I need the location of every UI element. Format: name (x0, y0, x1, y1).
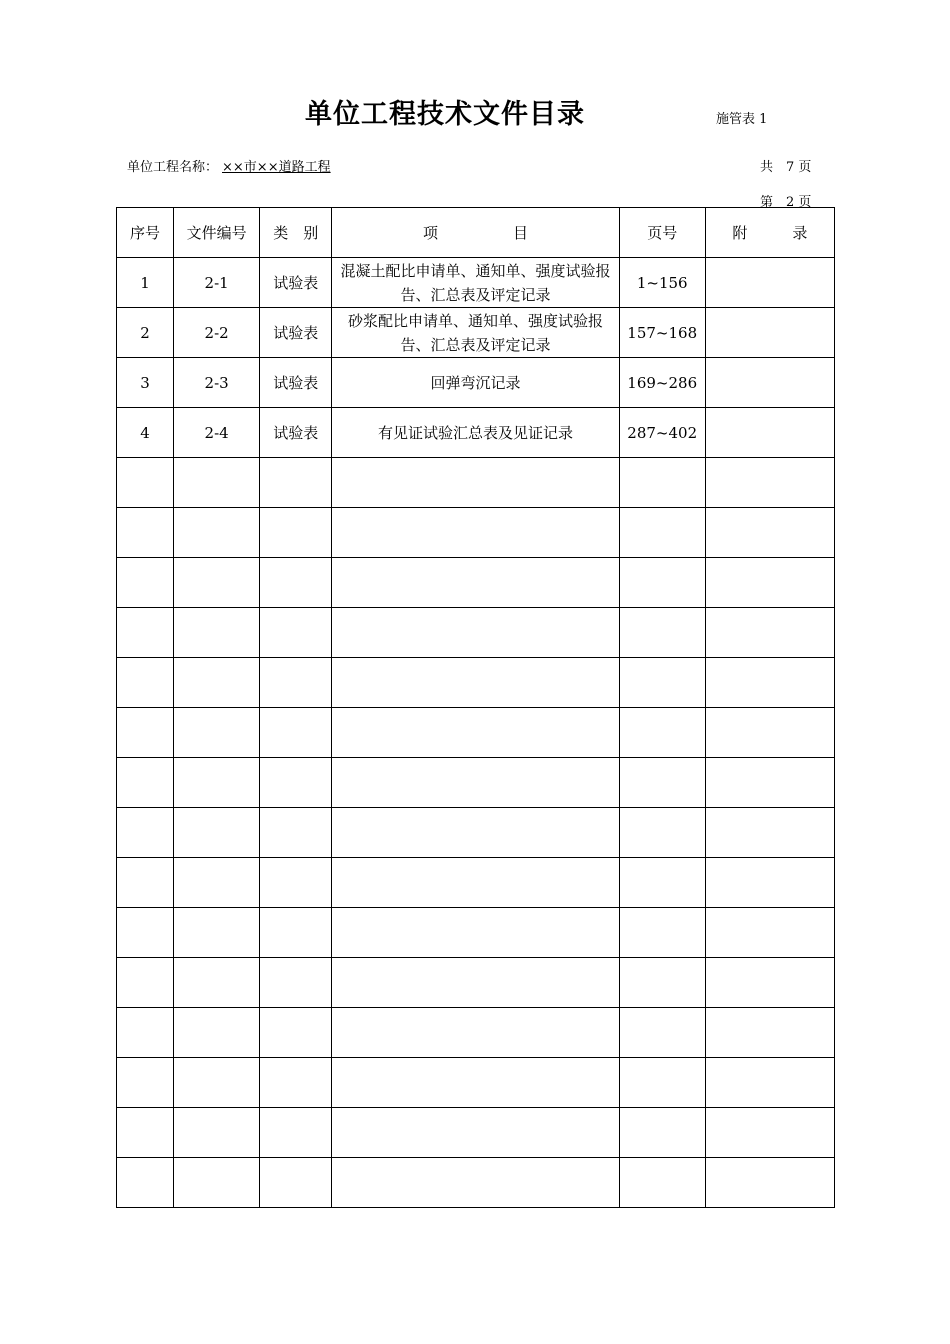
cell-page-number (619, 908, 705, 958)
column-header-category: 类 别 (260, 208, 332, 258)
cell-category (260, 958, 332, 1008)
table-row (117, 858, 835, 908)
cell-serial: 1 (117, 258, 174, 308)
cell-category (260, 758, 332, 808)
cell-serial (117, 758, 174, 808)
cell-appendix (705, 258, 834, 308)
cell-category (260, 1058, 332, 1108)
table-body (117, 258, 835, 1208)
cell-item (332, 958, 619, 1008)
cell-item (332, 1058, 619, 1108)
table-header-row (117, 208, 835, 258)
cell-category (260, 658, 332, 708)
cell-category: 试验表 (260, 408, 332, 458)
cell-page-number: 1~156 (619, 258, 705, 308)
cell-page-number (619, 758, 705, 808)
table-row (117, 458, 835, 508)
cell-file-number: 2-3 (174, 358, 260, 408)
cell-category (260, 458, 332, 508)
cell-serial (117, 458, 174, 508)
cell-appendix (705, 1058, 834, 1108)
total-pages: 共 7 页 (760, 160, 812, 175)
cell-serial (117, 1108, 174, 1158)
file-catalog-table (116, 207, 835, 1208)
cell-page-number (619, 1058, 705, 1108)
cell-item (332, 1008, 619, 1058)
cell-file-number: 2-2 (174, 308, 260, 358)
cell-item (332, 758, 619, 808)
cell-page-number (619, 808, 705, 858)
table-row (117, 1058, 835, 1108)
cell-item (332, 658, 619, 708)
cell-appendix (705, 658, 834, 708)
column-header-serial: 序号 (117, 208, 174, 258)
cell-appendix (705, 358, 834, 408)
table-row (117, 758, 835, 808)
table-row (117, 1158, 835, 1208)
cell-serial (117, 658, 174, 708)
cell-page-number (619, 958, 705, 1008)
page-title: 单位工程技术文件目录 (305, 99, 585, 130)
cell-category (260, 708, 332, 758)
cell-category (260, 508, 332, 558)
table-row (117, 658, 835, 708)
cell-appendix (705, 708, 834, 758)
cell-page-number (619, 658, 705, 708)
cell-appendix (705, 908, 834, 958)
cell-page-number (619, 458, 705, 508)
cell-serial: 4 (117, 408, 174, 458)
cell-serial (117, 1008, 174, 1058)
cell-serial (117, 1058, 174, 1108)
cell-file-number (174, 608, 260, 658)
cell-serial (117, 608, 174, 658)
column-header-item: 项 目 (332, 208, 619, 258)
cell-category (260, 1108, 332, 1158)
table-row (117, 508, 835, 558)
cell-serial (117, 508, 174, 558)
cell-serial (117, 808, 174, 858)
cell-category: 试验表 (260, 308, 332, 358)
cell-file-number (174, 808, 260, 858)
cell-item: 有见证试验汇总表及见证记录 (332, 408, 619, 458)
cell-item (332, 908, 619, 958)
cell-appendix (705, 1158, 834, 1208)
cell-serial (117, 858, 174, 908)
table-row (117, 708, 835, 758)
cell-appendix (705, 1108, 834, 1158)
cell-serial (117, 558, 174, 608)
column-header-appendix: 附 录 (705, 208, 834, 258)
project-name-value: ××市××道路工程 (222, 160, 331, 175)
cell-category (260, 608, 332, 658)
cell-serial (117, 708, 174, 758)
cell-appendix (705, 408, 834, 458)
cell-file-number (174, 958, 260, 1008)
table-row (117, 958, 835, 1008)
cell-category: 试验表 (260, 258, 332, 308)
cell-appendix (705, 958, 834, 1008)
cell-page-number: 287~402 (619, 408, 705, 458)
table-row (117, 258, 835, 308)
table-row (117, 1108, 835, 1158)
cell-file-number (174, 908, 260, 958)
table-row (117, 308, 835, 358)
cell-serial (117, 958, 174, 1008)
current-page: 第 2 页 (760, 195, 812, 210)
cell-appendix (705, 758, 834, 808)
cell-item (332, 858, 619, 908)
cell-file-number (174, 1158, 260, 1208)
cell-page-number (619, 508, 705, 558)
cell-item: 回弹弯沉记录 (332, 358, 619, 408)
cell-category (260, 1158, 332, 1208)
cell-serial: 3 (117, 358, 174, 408)
column-header-file-number: 文件编号 (174, 208, 260, 258)
cell-page-number (619, 1158, 705, 1208)
cell-item (332, 608, 619, 658)
cell-category (260, 1008, 332, 1058)
cell-page-number (619, 858, 705, 908)
cell-appendix (705, 458, 834, 508)
table-row (117, 908, 835, 958)
cell-page-number (619, 1008, 705, 1058)
cell-item: 砂浆配比申请单、通知单、强度试验报告、汇总表及评定记录 (332, 308, 619, 358)
cell-item (332, 708, 619, 758)
cell-page-number: 169~286 (619, 358, 705, 408)
project-name-row (127, 156, 335, 175)
project-name-label: 单位工程名称： (127, 160, 219, 175)
cell-file-number (174, 458, 260, 508)
cell-page-number (619, 608, 705, 658)
table-row (117, 408, 835, 458)
cell-appendix (705, 808, 834, 858)
cell-serial (117, 1158, 174, 1208)
table-row (117, 1008, 835, 1058)
cell-category (260, 908, 332, 958)
cell-appendix (705, 508, 834, 558)
cell-page-number (619, 708, 705, 758)
cell-file-number (174, 758, 260, 808)
cell-file-number (174, 1108, 260, 1158)
cell-category (260, 808, 332, 858)
cell-item (332, 558, 619, 608)
cell-file-number (174, 858, 260, 908)
cell-serial (117, 908, 174, 958)
cell-file-number (174, 508, 260, 558)
cell-category (260, 558, 332, 608)
form-code: 施管表 1 (716, 112, 768, 127)
column-header-page-number: 页号 (619, 208, 705, 258)
cell-file-number (174, 1008, 260, 1058)
table-row (117, 558, 835, 608)
cell-file-number (174, 658, 260, 708)
cell-item (332, 508, 619, 558)
cell-page-number: 157~168 (619, 308, 705, 358)
cell-appendix (705, 858, 834, 908)
cell-category: 试验表 (260, 358, 332, 408)
cell-item (332, 458, 619, 508)
table-row (117, 808, 835, 858)
cell-file-number: 2-4 (174, 408, 260, 458)
cell-item (332, 1108, 619, 1158)
cell-appendix (705, 558, 834, 608)
cell-file-number: 2-1 (174, 258, 260, 308)
cell-page-number (619, 558, 705, 608)
cell-appendix (705, 308, 834, 358)
cell-file-number (174, 558, 260, 608)
cell-item: 混凝土配比申请单、通知单、强度试验报告、汇总表及评定记录 (332, 258, 619, 308)
cell-serial: 2 (117, 308, 174, 358)
table-row (117, 358, 835, 408)
cell-item (332, 1158, 619, 1208)
cell-appendix (705, 608, 834, 658)
cell-item (332, 808, 619, 858)
table-row (117, 608, 835, 658)
cell-appendix (705, 1008, 834, 1058)
cell-category (260, 858, 332, 908)
cell-file-number (174, 1058, 260, 1108)
cell-file-number (174, 708, 260, 758)
cell-page-number (619, 1108, 705, 1158)
